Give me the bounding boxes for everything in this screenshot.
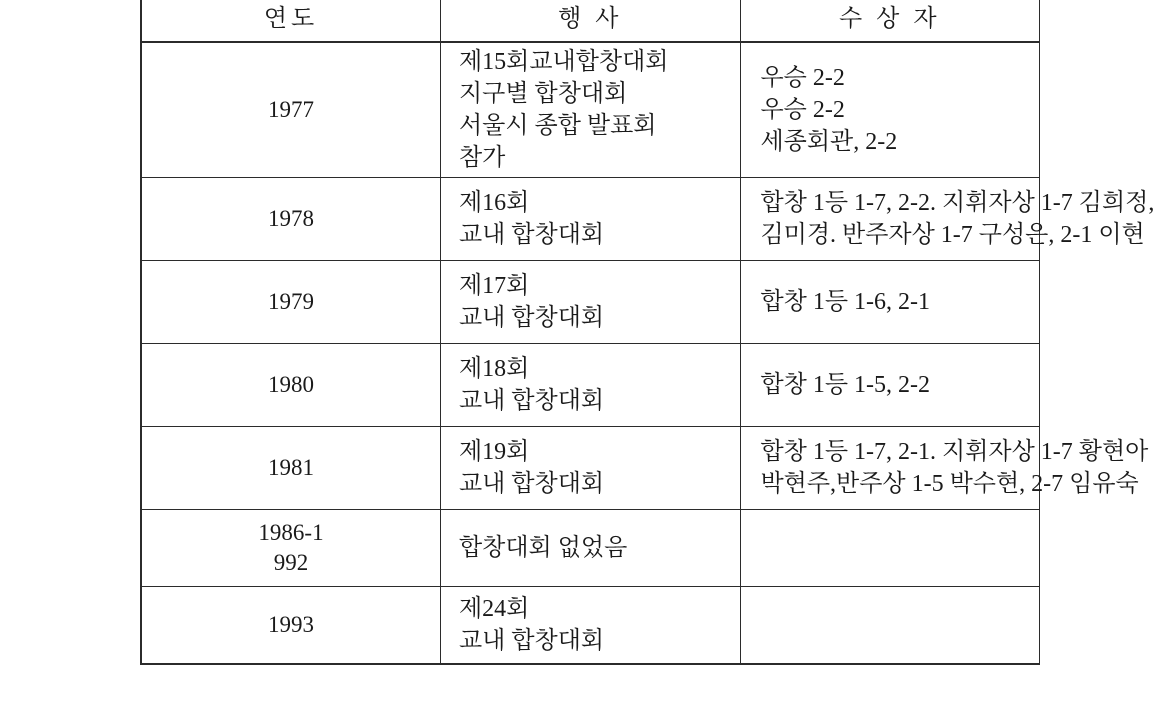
winner-cell [740, 261, 1040, 344]
table-row [141, 587, 1040, 665]
event-line: 지구별 합창대회 [459, 81, 628, 107]
event-cell [441, 427, 741, 510]
year-text: 1979 [268, 289, 314, 314]
event-cell [441, 510, 741, 587]
event-line: 교내 합창대회 [459, 628, 605, 654]
event-cell [441, 178, 741, 261]
winner-line: 박현주,반주상 1-5 박수현, 2-7 임유숙 [760, 471, 1139, 497]
year-cell [141, 42, 441, 178]
choir-awards-table [140, 0, 1154, 665]
year-cell [141, 587, 441, 665]
event-line: 참가 [459, 145, 506, 171]
winner-cell [740, 178, 1154, 261]
winner-cell [740, 510, 1040, 587]
year-cell [141, 510, 441, 587]
winner-cell [740, 344, 1040, 427]
event-cell [441, 261, 741, 344]
event-line: 제24회 [459, 596, 530, 622]
year-text: 1993 [268, 612, 314, 637]
winner-line: 합창 1등 1-6, 2-1 [760, 289, 931, 315]
table-row [141, 178, 1040, 261]
event-line: 교내 합창대회 [459, 471, 605, 497]
table-row [141, 42, 1040, 178]
table-row [141, 510, 1040, 587]
year-text: 1977 [268, 97, 314, 122]
event-line: 교내 합창대회 [459, 222, 605, 248]
winner-line: 합창 1등 1-7, 2-1. 지휘자상 1-7 황현아 [760, 439, 1149, 465]
header-event: 행 사 [441, 0, 741, 42]
header-year: 연도 [141, 0, 441, 42]
event-cell [441, 42, 741, 178]
year-cell [141, 344, 441, 427]
event-line: 제17회 [459, 273, 530, 299]
table-row [141, 344, 1040, 427]
event-cell [441, 587, 741, 665]
winner-cell [740, 587, 1040, 665]
year-cell [141, 261, 441, 344]
event-line: 교내 합창대회 [459, 305, 605, 331]
event-line: 합창대회 없었음 [459, 535, 628, 561]
winner-cell [740, 427, 1149, 510]
table-row [141, 427, 1040, 510]
header-winner: 수 상 자 [740, 0, 1040, 42]
table-header-row [141, 0, 1040, 42]
winner-cell [740, 42, 1040, 178]
event-line: 서울시 종합 발표회 [459, 113, 657, 139]
winner-line: 세종회관, 2-2 [760, 129, 898, 155]
winner-line: 우승 2-2 [760, 65, 845, 91]
table-row [141, 261, 1040, 344]
event-line: 제19회 [459, 439, 530, 465]
year-text: 1981 [268, 455, 314, 480]
year-cell [141, 178, 441, 261]
year-text: 1980 [268, 372, 314, 397]
event-line: 제15회교내합창대회 [459, 49, 669, 75]
year-text: 992 [273, 550, 309, 575]
winner-line: 합창 1등 1-7, 2-2. 지휘자상 1-7 김희정, [760, 190, 1154, 216]
winner-line: 김미경. 반주자상 1-7 구성은, 2-1 이현 [760, 222, 1145, 248]
event-line: 제16회 [459, 190, 530, 216]
year-text: 1986-1 [258, 520, 324, 545]
year-cell [141, 427, 441, 510]
event-line: 교내 합창대회 [459, 388, 605, 414]
event-cell [441, 344, 741, 427]
winner-line: 우승 2-2 [760, 97, 845, 123]
event-line: 제18회 [459, 356, 530, 382]
year-text: 1978 [268, 206, 314, 231]
winner-line: 합창 1등 1-5, 2-2 [760, 372, 931, 398]
